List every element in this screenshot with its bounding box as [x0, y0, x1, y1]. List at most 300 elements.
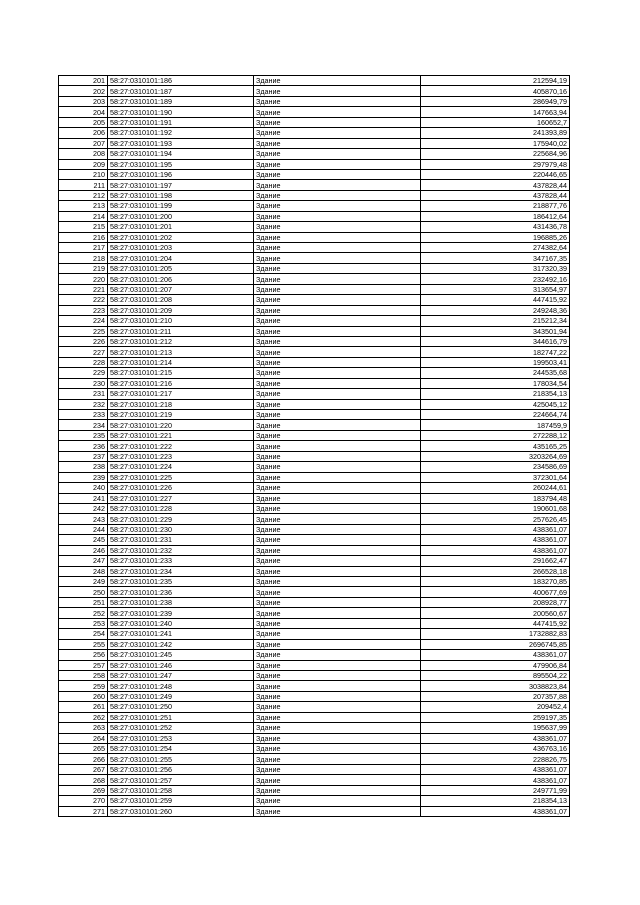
row-number-cell: 233	[59, 410, 108, 420]
value-cell: 241393,89	[421, 128, 570, 138]
cadastral-number-cell: 58:27:0310101:215	[108, 368, 254, 378]
row-number-cell: 243	[59, 514, 108, 524]
object-type-cell: Здание	[254, 232, 421, 242]
cadastral-number-cell: 58:27:0310101:212	[108, 336, 254, 346]
value-cell: 249248,36	[421, 305, 570, 315]
row-number-cell: 256	[59, 650, 108, 660]
cadastral-number-cell: 58:27:0310101:253	[108, 733, 254, 743]
value-cell: 187459,9	[421, 420, 570, 430]
object-type-cell: Здание	[254, 775, 421, 785]
table-row	[59, 503, 570, 513]
value-cell: 178034,54	[421, 378, 570, 388]
row-number-cell: 246	[59, 545, 108, 555]
row-number-cell: 235	[59, 430, 108, 440]
value-cell: 183794,48	[421, 493, 570, 503]
row-number-cell: 251	[59, 597, 108, 607]
table-row	[59, 378, 570, 388]
object-type-cell: Здание	[254, 545, 421, 555]
value-cell: 199503,41	[421, 357, 570, 367]
value-cell: 244535,68	[421, 368, 570, 378]
cadastral-number-cell: 58:27:0310101:189	[108, 96, 254, 106]
value-cell: 437828,44	[421, 190, 570, 200]
cadastral-number-cell: 58:27:0310101:234	[108, 566, 254, 576]
row-number-cell: 234	[59, 420, 108, 430]
table-row	[59, 691, 570, 701]
row-number-cell: 210	[59, 169, 108, 179]
object-type-cell: Здание	[254, 681, 421, 691]
cadastral-number-cell: 58:27:0310101:220	[108, 420, 254, 430]
object-type-cell: Здание	[254, 347, 421, 357]
row-number-cell: 224	[59, 316, 108, 326]
cadastral-number-cell: 58:27:0310101:217	[108, 389, 254, 399]
table-row	[59, 785, 570, 795]
row-number-cell: 204	[59, 107, 108, 117]
object-type-cell: Здание	[254, 180, 421, 190]
row-number-cell: 247	[59, 556, 108, 566]
cadastral-number-cell: 58:27:0310101:238	[108, 597, 254, 607]
table-row	[59, 514, 570, 524]
object-type-cell: Здание	[254, 650, 421, 660]
object-type-cell: Здание	[254, 514, 421, 524]
cadastral-number-cell: 58:27:0310101:251	[108, 712, 254, 722]
cadastral-number-cell: 58:27:0310101:190	[108, 107, 254, 117]
cadastral-number-cell: 58:27:0310101:221	[108, 430, 254, 440]
object-type-cell: Здание	[254, 577, 421, 587]
cadastral-number-cell: 58:27:0310101:213	[108, 347, 254, 357]
cadastral-number-cell: 58:27:0310101:186	[108, 76, 254, 86]
row-number-cell: 218	[59, 253, 108, 263]
value-cell: 400677,69	[421, 587, 570, 597]
row-number-cell: 258	[59, 670, 108, 680]
object-type-cell: Здание	[254, 597, 421, 607]
row-number-cell: 219	[59, 263, 108, 273]
table-row	[59, 336, 570, 346]
object-type-cell: Здание	[254, 723, 421, 733]
value-cell: 196885,26	[421, 232, 570, 242]
cadastral-number-cell: 58:27:0310101:258	[108, 785, 254, 795]
cadastral-number-cell: 58:27:0310101:200	[108, 211, 254, 221]
object-type-cell: Здание	[254, 691, 421, 701]
cadastral-number-cell: 58:27:0310101:247	[108, 670, 254, 680]
row-number-cell: 229	[59, 368, 108, 378]
object-type-cell: Здание	[254, 96, 421, 106]
value-cell: 438361,07	[421, 535, 570, 545]
row-number-cell: 202	[59, 86, 108, 96]
row-number-cell: 249	[59, 577, 108, 587]
object-type-cell: Здание	[254, 556, 421, 566]
object-type-cell: Здание	[254, 316, 421, 326]
cadastral-number-cell: 58:27:0310101:209	[108, 305, 254, 315]
table-row	[59, 462, 570, 472]
table-row	[59, 201, 570, 211]
table-row	[59, 253, 570, 263]
cadastral-number-cell: 58:27:0310101:214	[108, 357, 254, 367]
row-number-cell: 207	[59, 138, 108, 148]
object-type-cell: Здание	[254, 169, 421, 179]
table-row	[59, 702, 570, 712]
table-row	[59, 399, 570, 409]
value-cell: 225684,96	[421, 149, 570, 159]
value-cell: 1732882,83	[421, 629, 570, 639]
table-row	[59, 169, 570, 179]
object-type-cell: Здание	[254, 128, 421, 138]
table-row	[59, 493, 570, 503]
table-row	[59, 639, 570, 649]
table-row	[59, 545, 570, 555]
value-cell: 431436,78	[421, 222, 570, 232]
cadastral-number-cell: 58:27:0310101:235	[108, 577, 254, 587]
value-cell: 200560,67	[421, 608, 570, 618]
row-number-cell: 240	[59, 483, 108, 493]
table-row	[59, 347, 570, 357]
cadastral-number-cell: 58:27:0310101:225	[108, 472, 254, 482]
cadastral-number-cell: 58:27:0310101:257	[108, 775, 254, 785]
cadastral-number-cell: 58:27:0310101:249	[108, 691, 254, 701]
table-row	[59, 764, 570, 774]
table-row	[59, 608, 570, 618]
cadastral-number-cell: 58:27:0310101:260	[108, 806, 254, 816]
cadastral-number-cell: 58:27:0310101:242	[108, 639, 254, 649]
value-cell: 447415,92	[421, 295, 570, 305]
cadastral-number-cell: 58:27:0310101:226	[108, 483, 254, 493]
data-table	[58, 75, 570, 817]
value-cell: 438361,07	[421, 545, 570, 555]
table-row	[59, 524, 570, 534]
table-row	[59, 222, 570, 232]
value-cell: 343501,94	[421, 326, 570, 336]
object-type-cell: Здание	[254, 764, 421, 774]
row-number-cell: 215	[59, 222, 108, 232]
value-cell: 372301,64	[421, 472, 570, 482]
cadastral-number-cell: 58:27:0310101:192	[108, 128, 254, 138]
object-type-cell: Здание	[254, 149, 421, 159]
table-row	[59, 577, 570, 587]
table-row	[59, 660, 570, 670]
row-number-cell: 254	[59, 629, 108, 639]
table-row	[59, 472, 570, 482]
table-row	[59, 149, 570, 159]
row-number-cell: 262	[59, 712, 108, 722]
table-row	[59, 117, 570, 127]
table-row	[59, 410, 570, 420]
object-type-cell: Здание	[254, 305, 421, 315]
value-cell: 438361,07	[421, 650, 570, 660]
value-cell: 209452,4	[421, 702, 570, 712]
cadastral-number-cell: 58:27:0310101:201	[108, 222, 254, 232]
row-number-cell: 220	[59, 274, 108, 284]
value-cell: 3038823,84	[421, 681, 570, 691]
cadastral-number-cell: 58:27:0310101:233	[108, 556, 254, 566]
value-cell: 313654,97	[421, 284, 570, 294]
value-cell: 266528,18	[421, 566, 570, 576]
row-number-cell: 250	[59, 587, 108, 597]
value-cell: 208928,77	[421, 597, 570, 607]
row-number-cell: 217	[59, 243, 108, 253]
cadastral-number-cell: 58:27:0310101:245	[108, 650, 254, 660]
object-type-cell: Здание	[254, 472, 421, 482]
value-cell: 249771,99	[421, 785, 570, 795]
value-cell: 479906,84	[421, 660, 570, 670]
value-cell: 218354,13	[421, 796, 570, 806]
table-row	[59, 138, 570, 148]
row-number-cell: 248	[59, 566, 108, 576]
row-number-cell: 263	[59, 723, 108, 733]
table-row	[59, 326, 570, 336]
table-row	[59, 650, 570, 660]
value-cell: 297979,48	[421, 159, 570, 169]
object-type-cell: Здание	[254, 796, 421, 806]
row-number-cell: 266	[59, 754, 108, 764]
object-type-cell: Здание	[254, 702, 421, 712]
value-cell: 3203264,69	[421, 451, 570, 461]
value-cell: 186412,64	[421, 211, 570, 221]
table-row	[59, 587, 570, 597]
object-type-cell: Здание	[254, 222, 421, 232]
object-type-cell: Здание	[254, 451, 421, 461]
cadastral-number-cell: 58:27:0310101:205	[108, 263, 254, 273]
value-cell: 228826,75	[421, 754, 570, 764]
object-type-cell: Здание	[254, 86, 421, 96]
row-number-cell: 231	[59, 389, 108, 399]
object-type-cell: Здание	[254, 336, 421, 346]
object-type-cell: Здание	[254, 263, 421, 273]
object-type-cell: Здание	[254, 243, 421, 253]
row-number-cell: 214	[59, 211, 108, 221]
cadastral-number-cell: 58:27:0310101:224	[108, 462, 254, 472]
value-cell: 260244,61	[421, 483, 570, 493]
cadastral-number-cell: 58:27:0310101:216	[108, 378, 254, 388]
table-row	[59, 357, 570, 367]
table-row	[59, 190, 570, 200]
object-type-cell: Здание	[254, 378, 421, 388]
object-type-cell: Здание	[254, 159, 421, 169]
object-type-cell: Здание	[254, 629, 421, 639]
value-cell: 220446,65	[421, 169, 570, 179]
object-type-cell: Здание	[254, 744, 421, 754]
value-cell: 182747,22	[421, 347, 570, 357]
value-cell: 438361,07	[421, 806, 570, 816]
cadastral-number-cell: 58:27:0310101:199	[108, 201, 254, 211]
value-cell: 183270,85	[421, 577, 570, 587]
object-type-cell: Здание	[254, 389, 421, 399]
row-number-cell: 222	[59, 295, 108, 305]
row-number-cell: 226	[59, 336, 108, 346]
object-type-cell: Здание	[254, 274, 421, 284]
cadastral-number-cell: 58:27:0310101:223	[108, 451, 254, 461]
cadastral-number-cell: 58:27:0310101:248	[108, 681, 254, 691]
cadastral-number-cell: 58:27:0310101:187	[108, 86, 254, 96]
table-row	[59, 806, 570, 816]
table-row	[59, 368, 570, 378]
row-number-cell: 265	[59, 744, 108, 754]
table-row	[59, 796, 570, 806]
table-row	[59, 441, 570, 451]
table-row	[59, 284, 570, 294]
table-row	[59, 535, 570, 545]
row-number-cell: 230	[59, 378, 108, 388]
table-row	[59, 76, 570, 86]
table-row	[59, 243, 570, 253]
table-row	[59, 430, 570, 440]
object-type-cell: Здание	[254, 493, 421, 503]
object-type-cell: Здание	[254, 483, 421, 493]
row-number-cell: 206	[59, 128, 108, 138]
value-cell: 438361,07	[421, 524, 570, 534]
cadastral-number-cell: 58:27:0310101:196	[108, 169, 254, 179]
cadastral-number-cell: 58:27:0310101:256	[108, 764, 254, 774]
value-cell: 207357,88	[421, 691, 570, 701]
value-cell: 259197,35	[421, 712, 570, 722]
row-number-cell: 260	[59, 691, 108, 701]
cadastral-number-cell: 58:27:0310101:191	[108, 117, 254, 127]
row-number-cell: 270	[59, 796, 108, 806]
cadastral-number-cell: 58:27:0310101:241	[108, 629, 254, 639]
value-cell: 274382,64	[421, 243, 570, 253]
table-row	[59, 754, 570, 764]
value-cell: 224664,74	[421, 410, 570, 420]
table-row	[59, 389, 570, 399]
value-cell: 175940,02	[421, 138, 570, 148]
object-type-cell: Здание	[254, 410, 421, 420]
table-row	[59, 712, 570, 722]
table-row	[59, 744, 570, 754]
row-number-cell: 238	[59, 462, 108, 472]
cadastral-number-cell: 58:27:0310101:202	[108, 232, 254, 242]
table-row	[59, 211, 570, 221]
table-row	[59, 723, 570, 733]
value-cell: 347167,35	[421, 253, 570, 263]
cadastral-number-cell: 58:27:0310101:246	[108, 660, 254, 670]
cadastral-number-cell: 58:27:0310101:227	[108, 493, 254, 503]
cadastral-number-cell: 58:27:0310101:231	[108, 535, 254, 545]
object-type-cell: Здание	[254, 211, 421, 221]
value-cell: 437828,44	[421, 180, 570, 190]
row-number-cell: 244	[59, 524, 108, 534]
cadastral-number-cell: 58:27:0310101:203	[108, 243, 254, 253]
value-cell: 286949,79	[421, 96, 570, 106]
row-number-cell: 261	[59, 702, 108, 712]
object-type-cell: Здание	[254, 535, 421, 545]
cadastral-number-cell: 58:27:0310101:228	[108, 503, 254, 513]
object-type-cell: Здание	[254, 660, 421, 670]
cadastral-number-cell: 58:27:0310101:195	[108, 159, 254, 169]
row-number-cell: 257	[59, 660, 108, 670]
row-number-cell: 205	[59, 117, 108, 127]
table-row	[59, 159, 570, 169]
cadastral-number-cell: 58:27:0310101:236	[108, 587, 254, 597]
table-row	[59, 316, 570, 326]
cadastral-number-cell: 58:27:0310101:252	[108, 723, 254, 733]
object-type-cell: Здание	[254, 441, 421, 451]
object-type-cell: Здание	[254, 76, 421, 86]
cadastral-number-cell: 58:27:0310101:193	[108, 138, 254, 148]
object-type-cell: Здание	[254, 712, 421, 722]
object-type-cell: Здание	[254, 618, 421, 628]
value-cell: 405870,16	[421, 86, 570, 96]
table-body	[59, 76, 570, 817]
cadastral-number-cell: 58:27:0310101:250	[108, 702, 254, 712]
value-cell: 438361,07	[421, 775, 570, 785]
table-row	[59, 681, 570, 691]
row-number-cell: 223	[59, 305, 108, 315]
cadastral-number-cell: 58:27:0310101:240	[108, 618, 254, 628]
row-number-cell: 242	[59, 503, 108, 513]
table-row	[59, 618, 570, 628]
cadastral-number-cell: 58:27:0310101:232	[108, 545, 254, 555]
object-type-cell: Здание	[254, 566, 421, 576]
row-number-cell: 213	[59, 201, 108, 211]
cadastral-number-cell: 58:27:0310101:230	[108, 524, 254, 534]
table-row	[59, 451, 570, 461]
cadastral-number-cell: 58:27:0310101:204	[108, 253, 254, 263]
object-type-cell: Здание	[254, 368, 421, 378]
object-type-cell: Здание	[254, 138, 421, 148]
object-type-cell: Здание	[254, 253, 421, 263]
value-cell: 195637,99	[421, 723, 570, 733]
table-row	[59, 629, 570, 639]
row-number-cell: 236	[59, 441, 108, 451]
object-type-cell: Здание	[254, 754, 421, 764]
cadastral-number-cell: 58:27:0310101:210	[108, 316, 254, 326]
object-type-cell: Здание	[254, 420, 421, 430]
cadastral-number-cell: 58:27:0310101:219	[108, 410, 254, 420]
row-number-cell: 227	[59, 347, 108, 357]
cadastral-number-cell: 58:27:0310101:229	[108, 514, 254, 524]
row-number-cell: 245	[59, 535, 108, 545]
table-row	[59, 107, 570, 117]
row-number-cell: 216	[59, 232, 108, 242]
table-row	[59, 670, 570, 680]
value-cell: 344616,79	[421, 336, 570, 346]
object-type-cell: Здание	[254, 190, 421, 200]
row-number-cell: 237	[59, 451, 108, 461]
object-type-cell: Здание	[254, 326, 421, 336]
value-cell: 435165,25	[421, 441, 570, 451]
object-type-cell: Здание	[254, 284, 421, 294]
cadastral-number-cell: 58:27:0310101:254	[108, 744, 254, 754]
cadastral-number-cell: 58:27:0310101:211	[108, 326, 254, 336]
cadastral-number-cell: 58:27:0310101:194	[108, 149, 254, 159]
object-type-cell: Здание	[254, 117, 421, 127]
row-number-cell: 228	[59, 357, 108, 367]
object-type-cell: Здание	[254, 587, 421, 597]
object-type-cell: Здание	[254, 201, 421, 211]
object-type-cell: Здание	[254, 524, 421, 534]
row-number-cell: 209	[59, 159, 108, 169]
table-row	[59, 263, 570, 273]
object-type-cell: Здание	[254, 295, 421, 305]
object-type-cell: Здание	[254, 357, 421, 367]
value-cell: 147663,94	[421, 107, 570, 117]
cadastral-number-cell: 58:27:0310101:255	[108, 754, 254, 764]
value-cell: 317320,39	[421, 263, 570, 273]
table-row	[59, 305, 570, 315]
value-cell: 212594,19	[421, 76, 570, 86]
row-number-cell: 232	[59, 399, 108, 409]
value-cell: 218877,76	[421, 201, 570, 211]
row-number-cell: 267	[59, 764, 108, 774]
table-row	[59, 274, 570, 284]
table-row	[59, 128, 570, 138]
cadastral-number-cell: 58:27:0310101:206	[108, 274, 254, 284]
table-row	[59, 597, 570, 607]
row-number-cell: 201	[59, 76, 108, 86]
cadastral-number-cell: 58:27:0310101:239	[108, 608, 254, 618]
row-number-cell: 253	[59, 618, 108, 628]
row-number-cell: 203	[59, 96, 108, 106]
object-type-cell: Здание	[254, 785, 421, 795]
object-type-cell: Здание	[254, 670, 421, 680]
